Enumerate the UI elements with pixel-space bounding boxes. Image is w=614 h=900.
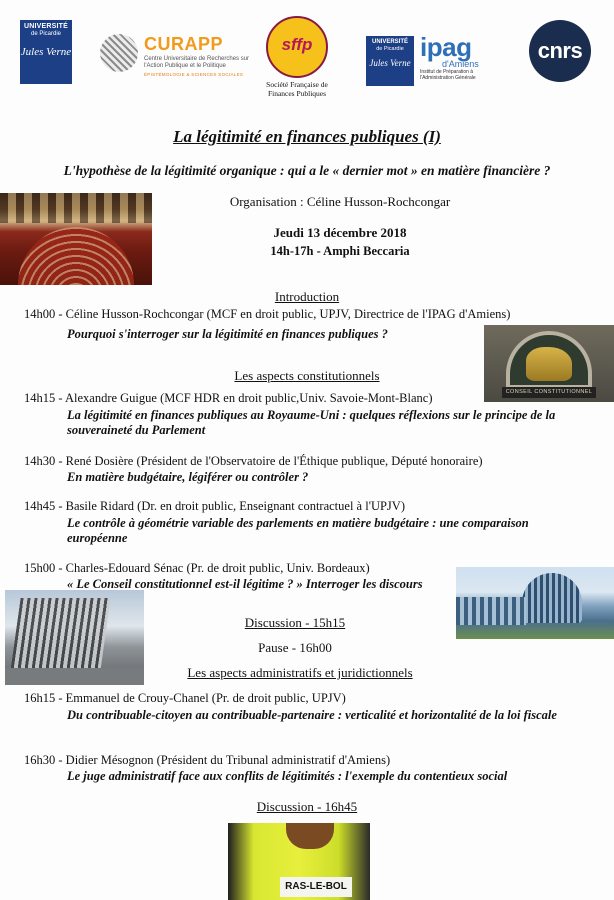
discussion-1: Discussion - 15h15	[244, 615, 346, 630]
conseil-plaque: CONSEIL CONSTITUTIONNEL	[502, 387, 596, 398]
upjv-logo-line1: UNIVERSITÉ	[23, 23, 68, 30]
program-talk-4: Le contrôle à géométrie variable des parlements en matière budgétaire : une comparaison européenne	[67, 516, 529, 545]
gilets-jaunes-photo	[228, 823, 370, 900]
conseil-constitutionnel-photo	[484, 325, 614, 402]
page-subtitle: L'hypothèse de la légitimité organique : qui a le « dernier mot » en matière financière ?	[63, 163, 551, 178]
program-item-2: 14h15 - Alexandre Guigue (MCF HDR en droit public,Univ. Savoie-Mont-Blanc)	[24, 391, 433, 405]
page-title: La légitimité en finances publiques (I)	[173, 127, 441, 146]
organisation: Organisation : Céline Husson-Rochcongar	[229, 194, 451, 209]
upjv2-logo-line3: Jules Verne	[369, 58, 411, 68]
program-talk-7: Le juge administratif face aux conflits de légitimités : l'exemple du contentieux social	[67, 769, 508, 783]
section-constitutional: Les aspects constitutionnels	[234, 368, 380, 383]
sffp-emblem	[266, 16, 328, 78]
sffp-caption: Société Française de Finances Publiques	[266, 80, 328, 98]
event-time: 14h-17h - Amphi Beccaria	[270, 244, 410, 258]
program-talk-2: La légitimité en finances publiques au Royaume-Uni : quelques réflexions sur le principe de la souveraineté du Parlement	[67, 408, 556, 437]
program-talk-3: En matière budgétaire, légiférer ou contrôler ?	[67, 470, 309, 484]
bercy-building-photo	[5, 590, 144, 685]
hemicycle-photo	[0, 193, 152, 285]
section-administrative: Les aspects administratifs et juridictionnels	[187, 665, 413, 680]
ipag-word: ipag	[420, 32, 472, 62]
ipag-subtitle: Institut de Préparation à l'Administration Générale	[420, 69, 476, 81]
program-item-5: 15h00 - Charles-Edouard Sénac (Pr. de droit public, Univ. Bordeaux)	[24, 561, 370, 575]
event-date: Jeudi 13 décembre 2018	[273, 225, 407, 240]
section-introduction: Introduction	[274, 289, 340, 304]
discussion-2: Discussion - 16h45	[256, 799, 358, 814]
european-parliament-photo	[456, 567, 614, 639]
curapp-tagline: ÉPISTÉMOLOGIE & SCIENCES SOCIALES	[144, 72, 244, 77]
upjv-logo-secondary	[366, 36, 414, 86]
upjv-logo	[20, 20, 72, 84]
program-item-7: 16h30 - Didier Mésognon (Président du Tribunal administratif d'Amiens)	[24, 753, 391, 767]
upjv-logo-line2: de Picardie	[30, 31, 62, 37]
upjv-logo-line3: Jules Verne	[20, 46, 72, 58]
ipag-city: d'Amiens	[442, 59, 479, 69]
globe-icon	[100, 34, 138, 72]
sffp-logo	[263, 16, 331, 106]
program-talk-1: Pourquoi s'interroger sur la légitimité en finances publiques ?	[67, 327, 388, 341]
sffp-mark: sffp	[281, 35, 313, 54]
pause: Pause - 16h00	[258, 640, 332, 655]
program-talk-5: « Le Conseil constitutionnel est-il légitime ? » Interroger les discours	[67, 577, 423, 591]
upjv2-logo-line2: de Picardie	[376, 46, 404, 52]
program-item-3: 14h30 - René Dosière (Président de l'Observatoire de l'Éthique publique, Député honoraire)	[24, 454, 483, 468]
protest-sign: RAS-LE-BOL	[280, 877, 352, 897]
program-item-1: 14h00 - Céline Husson-Rochcongar (MCF en droit public, UPJV, Directrice de l'IPAG d'Amiens)	[24, 307, 511, 321]
program-item-4: 14h45 - Basile Ridard (Dr. en droit public, Enseignant contractuel à l'UPJV)	[24, 499, 405, 513]
curapp-logo	[100, 30, 260, 90]
upjv2-logo-line1: UNIVERSITÉ	[371, 39, 408, 45]
cnrs-logo: cnrs	[529, 20, 591, 82]
program-talk-6: Du contribuable-citoyen au contribuable-partenaire : verticalité et horizontalité de la loi fiscale	[67, 708, 557, 722]
program-item-6: 16h15 - Emmanuel de Crouy-Chanel (Pr. de droit public, UPJV)	[24, 691, 346, 705]
ipag-logo	[420, 34, 500, 90]
curapp-name: CURAPP	[144, 34, 224, 54]
person-hair	[286, 823, 334, 849]
curapp-subtitle: Centre Universitaire de Recherches sur l'Action Publique et le Politique	[144, 56, 250, 69]
